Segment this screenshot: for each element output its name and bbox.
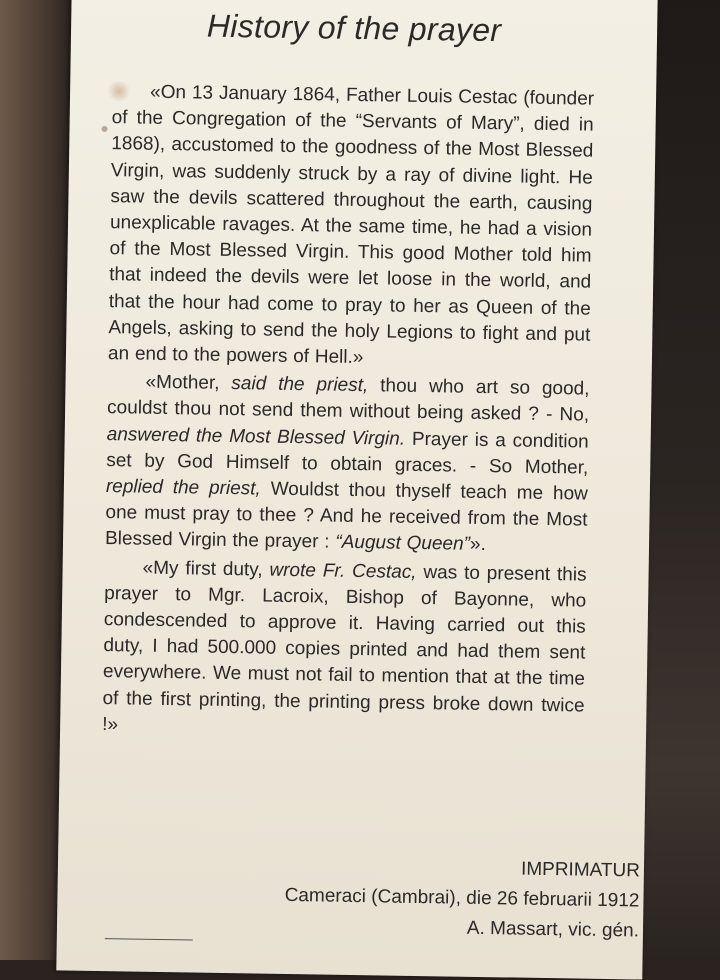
bottom-rule — [105, 938, 193, 940]
paragraph-3 — [102, 555, 587, 746]
italic-text-segment: replied the priest, — [105, 476, 261, 500]
text-segment: thou who art so good, couldst thou not send them without being asked ? - No, — [106, 375, 590, 427]
stain-dot — [101, 126, 107, 132]
imprimatur-signature: A. Massart, vic. gén. — [466, 917, 640, 942]
card-title: History of the prayer — [206, 7, 502, 49]
italic-text-segment: wrote Fr. Cestac, — [269, 559, 417, 583]
imprimatur-block — [284, 851, 640, 947]
paragraph-2 — [105, 369, 590, 560]
card-content — [102, 6, 595, 746]
imprimatur-heading: IMPRIMATUR — [520, 858, 641, 882]
text-segment: ». — [469, 534, 486, 556]
text-segment: «On 13 January 1864, Father Louis Cestac (founder of the Congregation of the “Servants of Mary”, died in 1868), accustomed to the goodness of the Most Blessed Virgin, was suddenly struck by a ray of divine light. He saw the devils scattered throughout the earth, causing unexplicable ravages. At the same time, he had a vision of the Most Blessed Virgin. This good Mother told him that indeed the devils were let loose in the world, and that the hour had come to pray to her as Queen of the Angels, asking to send the holy Legions to fight and put an end to the powers of Hell.» — [107, 81, 595, 369]
paragraph-1 — [108, 79, 594, 375]
history-text — [102, 79, 594, 746]
italic-text-segment: answered the Most Blessed Virgin. — [106, 423, 406, 450]
text-segment: was to present this prayer to Mgr. Lacroix, Bishop of Bayonne, who condescended to approve it. Having carried out this duty, I had 500.000 copies printed and had them sent everywhere. We must not fail to mention that at the time of the first printing, the printing press broke down twice !» — [102, 561, 587, 736]
text-segment: Prayer is a condition set by God Himself to obtain graces. - So Mother, — [106, 428, 589, 479]
text-segment: «My first duty, — [142, 557, 270, 581]
prayer-card — [56, 0, 657, 980]
italic-text-segment: “August Queen” — [335, 532, 471, 556]
text-segment: «Mother, — [145, 371, 232, 395]
text-segment: Wouldst thou thyself teach me how one must pray to thee ? And he received from the Most Blessed Virgin the prayer : — [104, 478, 589, 554]
italic-text-segment: said the priest, — [231, 373, 369, 397]
imprimatur-place-date: Cameraci (Cambrai), die 26 februarii 1912 — [284, 884, 640, 912]
